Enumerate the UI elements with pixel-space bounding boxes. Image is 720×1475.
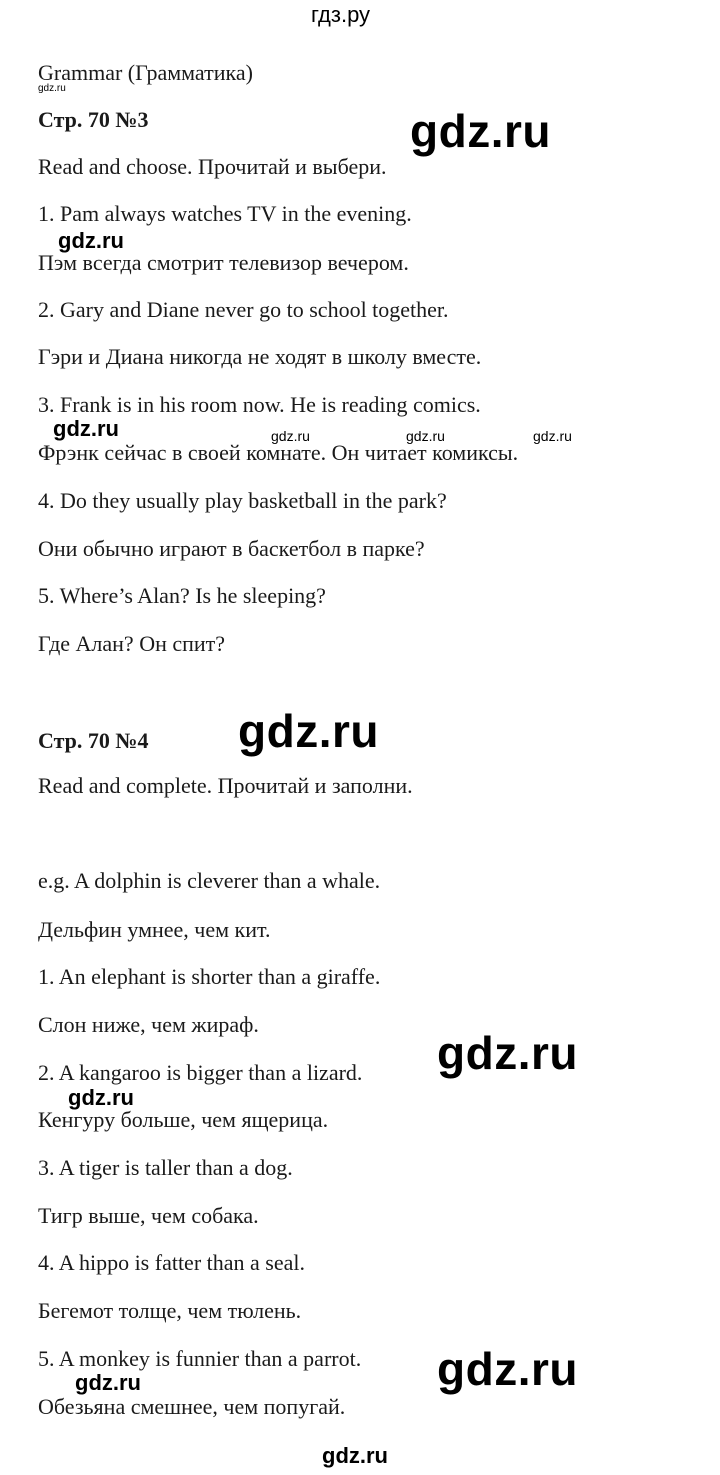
exercise-3-heading: Стр. 70 №3 — [38, 107, 149, 132]
exercise-4-line: Дельфин умнее, чем кит. — [38, 917, 271, 942]
exercise-3-line: Фрэнк сейчас в своей комнате. Он читает комиксы. — [38, 440, 519, 465]
section-title: Grammar (Грамматика) — [38, 60, 253, 85]
watermark: gdz.ru — [53, 416, 119, 441]
exercise-4-line: Слон ниже, чем жираф. — [38, 1012, 259, 1037]
watermark: gdz.ru — [410, 105, 551, 157]
exercise-4-line: Обезьяна смешнее, чем попугай. — [38, 1394, 346, 1419]
watermark: gdz.ru — [58, 228, 124, 253]
watermark: gdz.ru — [75, 1370, 141, 1395]
exercise-4-instruction: Read and complete. Прочитай и заполни. — [38, 773, 413, 798]
exercise-4-heading: Стр. 70 №4 — [38, 728, 149, 753]
exercise-4-line: Бегемот толще, чем тюлень. — [38, 1298, 302, 1323]
exercise-3-line: Где Алан? Он спит? — [38, 631, 226, 656]
exercise-3-line: 4. Do they usually play basketball in the park? — [38, 488, 447, 513]
watermark: gdz.ru — [238, 705, 379, 757]
exercise-4-line: Тигр выше, чем собака. — [38, 1203, 259, 1228]
watermark: gdz.ru — [406, 428, 445, 444]
exercise-3-line: 2. Gary and Diane never go to school together. — [38, 297, 449, 322]
exercise-4-line: 5. A monkey is funnier than a parrot. — [38, 1346, 362, 1371]
exercise-3-line: 5. Where’s Alan? Is he sleeping? — [38, 583, 326, 608]
exercise-3-line: Гэри и Диана никогда не ходят в школу вместе. — [38, 344, 482, 369]
watermark: gdz.ru — [68, 1085, 134, 1110]
exercise-4-line: 1. An elephant is shorter than a giraffe. — [38, 964, 381, 989]
watermark: gdz.ru — [38, 83, 66, 94]
watermark: gdz.ru — [437, 1027, 578, 1079]
exercise-4-line: 3. A tiger is taller than a dog. — [38, 1155, 293, 1180]
site-header: гдз.ру — [311, 2, 371, 27]
watermark: gdz.ru — [533, 428, 572, 444]
exercise-4-line: e.g. A dolphin is cleverer than a whale. — [38, 868, 381, 893]
exercise-3-line: Они обычно играют в баскетбол в парке? — [38, 536, 425, 561]
watermark: gdz.ru — [322, 1443, 388, 1468]
exercise-3-line: 3. Frank is in his room now. He is reading comics. — [38, 392, 481, 417]
exercise-3-line: Пэм всегда смотрит телевизор вечером. — [38, 250, 409, 275]
exercise-4-line: Кенгуру больше, чем ящерица. — [38, 1107, 329, 1132]
watermark: gdz.ru — [437, 1343, 578, 1395]
exercise-4-line: 2. A kangaroo is bigger than a lizard. — [38, 1060, 363, 1085]
watermark: gdz.ru — [271, 428, 310, 444]
exercise-3-line: 1. Pam always watches TV in the evening. — [38, 201, 412, 226]
exercise-3-instruction: Read and choose. Прочитай и выбери. — [38, 154, 387, 179]
exercise-4-line: 4. A hippo is fatter than a seal. — [38, 1250, 305, 1275]
